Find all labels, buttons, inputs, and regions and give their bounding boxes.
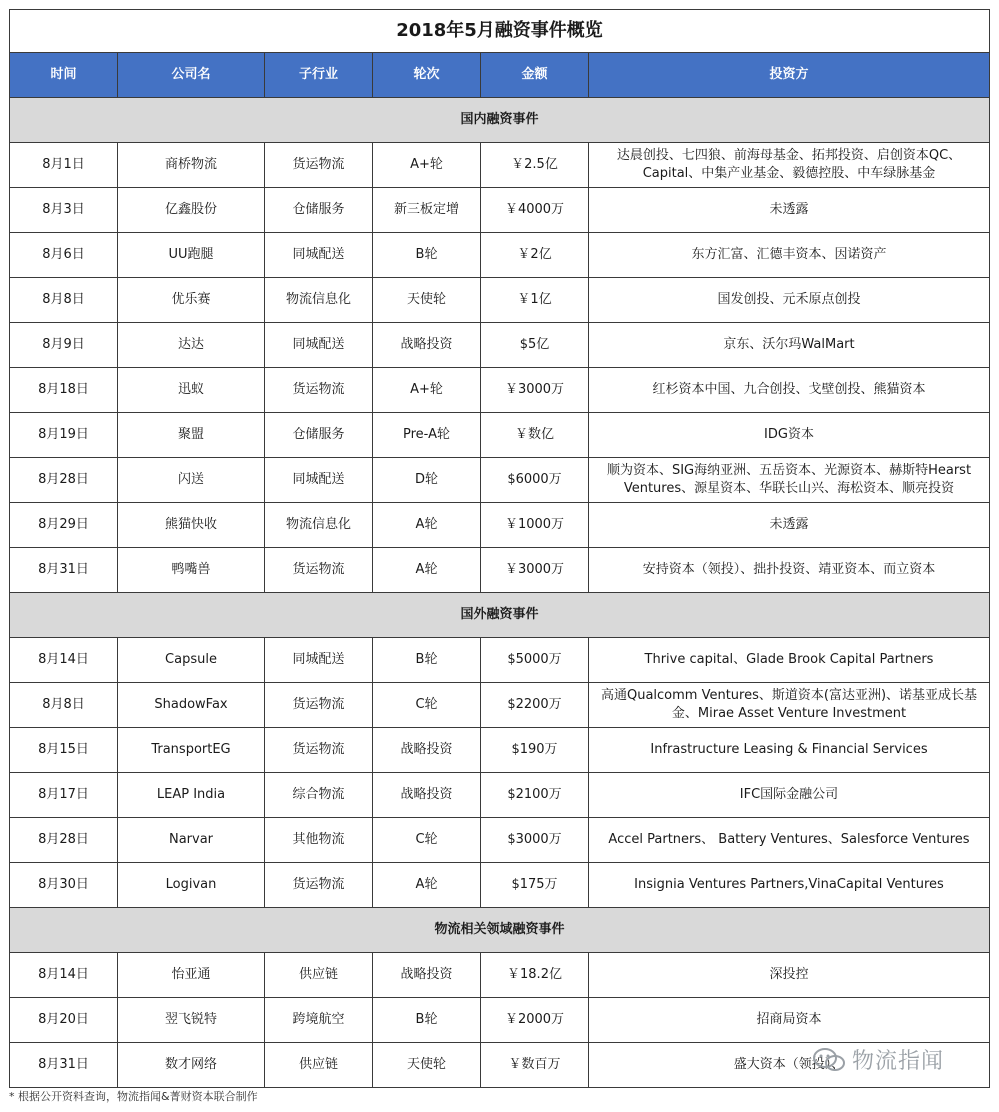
header-row [10, 53, 990, 98]
section-row [10, 908, 990, 953]
amount-cell: $6000万 [481, 458, 589, 503]
table-row [10, 728, 990, 773]
company-cell: TransportEG [118, 728, 265, 773]
time-cell: 8月19日 [10, 413, 118, 458]
time-cell: 8月15日 [10, 728, 118, 773]
table-row [10, 323, 990, 368]
section-title: 国内融资事件 [10, 98, 990, 143]
investors-cell: Accel Partners、 Battery Ventures、Salesforce Ventures [589, 818, 990, 863]
subindustry-cell: 同城配送 [265, 323, 373, 368]
investors-cell: 京东、沃尔玛WalMart [589, 323, 990, 368]
round-cell: A轮 [373, 548, 481, 593]
investors-cell: 顺为资本、SIG海纳亚洲、五岳资本、光源资本、赫斯特Hearst Ventures、源星资本、华联长山兴、海松资本、顺亮投资 [589, 458, 990, 503]
table-row [10, 683, 990, 728]
amount-cell: $2200万 [481, 683, 589, 728]
subindustry-cell: 其他物流 [265, 818, 373, 863]
company-cell: ShadowFax [118, 683, 265, 728]
round-cell: D轮 [373, 458, 481, 503]
header-round: 轮次 [373, 53, 481, 98]
amount-cell: ￥3000万 [481, 368, 589, 413]
company-cell: LEAP India [118, 773, 265, 818]
time-cell: 8月9日 [10, 323, 118, 368]
time-cell: 8月28日 [10, 458, 118, 503]
investors-cell: 国发创投、元禾原点创投 [589, 278, 990, 323]
header-time: 时间 [10, 53, 118, 98]
round-cell: B轮 [373, 638, 481, 683]
amount-cell: ￥2000万 [481, 998, 589, 1043]
table-body [10, 98, 990, 1088]
investors-cell: Insignia Ventures Partners,VinaCapital Ventures [589, 863, 990, 908]
subindustry-cell: 同城配送 [265, 458, 373, 503]
header-investors: 投资方 [589, 53, 990, 98]
table-row [10, 143, 990, 188]
table-row [10, 278, 990, 323]
subindustry-cell: 货运物流 [265, 863, 373, 908]
table-row [10, 863, 990, 908]
amount-cell: $2100万 [481, 773, 589, 818]
time-cell: 8月6日 [10, 233, 118, 278]
amount-cell: $175万 [481, 863, 589, 908]
investors-cell: 盛大资本（领投）、 [589, 1043, 990, 1088]
round-cell: 新三板定增 [373, 188, 481, 233]
round-cell: B轮 [373, 998, 481, 1043]
section-row [10, 593, 990, 638]
subindustry-cell: 物流信息化 [265, 503, 373, 548]
header-subindustry: 子行业 [265, 53, 373, 98]
round-cell: 战略投资 [373, 323, 481, 368]
table-row [10, 638, 990, 683]
table-row [10, 503, 990, 548]
round-cell: 战略投资 [373, 728, 481, 773]
time-cell: 8月29日 [10, 503, 118, 548]
time-cell: 8月28日 [10, 818, 118, 863]
round-cell: A轮 [373, 503, 481, 548]
table-title: 2018年5月融资事件概览 [10, 10, 990, 53]
wechat-icon [812, 1046, 846, 1074]
company-cell: 熊猫快收 [118, 503, 265, 548]
amount-cell: $3000万 [481, 818, 589, 863]
table-row [10, 818, 990, 863]
investors-cell: 红杉资本中国、九合创投、戈壁创投、熊猫资本 [589, 368, 990, 413]
round-cell: 战略投资 [373, 773, 481, 818]
subindustry-cell: 货运物流 [265, 143, 373, 188]
round-cell: C轮 [373, 818, 481, 863]
amount-cell: ￥18.2亿 [481, 953, 589, 998]
subindustry-cell: 供应链 [265, 1043, 373, 1088]
table-row [10, 773, 990, 818]
investors-cell: 招商局资本 [589, 998, 990, 1043]
amount-cell: $5000万 [481, 638, 589, 683]
round-cell: B轮 [373, 233, 481, 278]
amount-cell: ￥3000万 [481, 548, 589, 593]
table-row [10, 368, 990, 413]
investors-cell: 未透露 [589, 188, 990, 233]
amount-cell: $190万 [481, 728, 589, 773]
subindustry-cell: 仓储服务 [265, 188, 373, 233]
amount-cell: ￥1000万 [481, 503, 589, 548]
header-company: 公司名 [118, 53, 265, 98]
section-title: 物流相关领域融资事件 [10, 908, 990, 953]
company-cell: 怡亚通 [118, 953, 265, 998]
company-cell: UU跑腿 [118, 233, 265, 278]
time-cell: 8月31日 [10, 1043, 118, 1088]
investors-cell: IDG资本 [589, 413, 990, 458]
investors-cell: 深投控 [589, 953, 990, 998]
round-cell: Pre-A轮 [373, 413, 481, 458]
table-row [10, 413, 990, 458]
watermark [812, 1044, 944, 1075]
round-cell: 天使轮 [373, 278, 481, 323]
time-cell: 8月20日 [10, 998, 118, 1043]
time-cell: 8月1日 [10, 143, 118, 188]
time-cell: 8月8日 [10, 278, 118, 323]
investors-cell: Infrastructure Leasing & Financial Services [589, 728, 990, 773]
subindustry-cell: 货运物流 [265, 728, 373, 773]
company-cell: 数才网络 [118, 1043, 265, 1088]
title-row [10, 10, 990, 53]
round-cell: 天使轮 [373, 1043, 481, 1088]
investors-cell: 安持资本（领投）、拙扑投资、靖亚资本、而立资本 [589, 548, 990, 593]
table-row [10, 458, 990, 503]
investors-cell: 高通Qualcomm Ventures、斯道资本(富达亚洲)、诺基亚成长基金、Mirae Asset Venture Investment [589, 683, 990, 728]
amount-cell: ￥2.5亿 [481, 143, 589, 188]
investors-cell: 东方汇富、汇德丰资本、因诺资产 [589, 233, 990, 278]
header-amount: 金额 [481, 53, 589, 98]
company-cell: Logivan [118, 863, 265, 908]
company-cell: 鸭嘴兽 [118, 548, 265, 593]
investors-cell: IFC国际金融公司 [589, 773, 990, 818]
company-cell: 聚盟 [118, 413, 265, 458]
subindustry-cell: 同城配送 [265, 638, 373, 683]
investors-cell: 达晨创投、七四狼、前海母基金、拓邦投资、启创资本QC、Capital、中集产业基金、毅德控股、中车绿脉基金 [589, 143, 990, 188]
company-cell: 优乐赛 [118, 278, 265, 323]
amount-cell: ￥数百万 [481, 1043, 589, 1088]
round-cell: A+轮 [373, 368, 481, 413]
table-container [9, 9, 989, 1088]
company-cell: 闪送 [118, 458, 265, 503]
subindustry-cell: 同城配送 [265, 233, 373, 278]
round-cell: A+轮 [373, 143, 481, 188]
time-cell: 8月3日 [10, 188, 118, 233]
time-cell: 8月14日 [10, 953, 118, 998]
company-cell: 达达 [118, 323, 265, 368]
subindustry-cell: 综合物流 [265, 773, 373, 818]
investors-cell: Thrive capital、Glade Brook Capital Partners [589, 638, 990, 683]
round-cell: 战略投资 [373, 953, 481, 998]
section-title: 国外融资事件 [10, 593, 990, 638]
watermark-text: 物流指闻 [852, 1049, 945, 1074]
time-cell: 8月18日 [10, 368, 118, 413]
subindustry-cell: 货运物流 [265, 683, 373, 728]
table-row [10, 998, 990, 1043]
subindustry-cell: 货运物流 [265, 368, 373, 413]
section-row [10, 98, 990, 143]
table-row [10, 953, 990, 998]
investors-cell: 未透露 [589, 503, 990, 548]
time-cell: 8月30日 [10, 863, 118, 908]
company-cell: 翌飞锐特 [118, 998, 265, 1043]
time-cell: 8月14日 [10, 638, 118, 683]
time-cell: 8月17日 [10, 773, 118, 818]
amount-cell: ￥2亿 [481, 233, 589, 278]
subindustry-cell: 跨境航空 [265, 998, 373, 1043]
financing-table [9, 9, 990, 1088]
subindustry-cell: 物流信息化 [265, 278, 373, 323]
company-cell: 商桥物流 [118, 143, 265, 188]
amount-cell: ￥数亿 [481, 413, 589, 458]
round-cell: C轮 [373, 683, 481, 728]
amount-cell: ￥4000万 [481, 188, 589, 233]
company-cell: 迅蚁 [118, 368, 265, 413]
table-row [10, 188, 990, 233]
amount-cell: $5亿 [481, 323, 589, 368]
time-cell: 8月8日 [10, 683, 118, 728]
round-cell: A轮 [373, 863, 481, 908]
subindustry-cell: 供应链 [265, 953, 373, 998]
subindustry-cell: 仓储服务 [265, 413, 373, 458]
table-row [10, 233, 990, 278]
time-cell: 8月31日 [10, 548, 118, 593]
company-cell: Narvar [118, 818, 265, 863]
company-cell: 亿鑫股份 [118, 188, 265, 233]
company-cell: Capsule [118, 638, 265, 683]
table-row [10, 548, 990, 593]
footnote: * 根据公开资料查询，物流指闻&菁财资本联合制作 [9, 1090, 258, 1103]
amount-cell: ￥1亿 [481, 278, 589, 323]
subindustry-cell: 货运物流 [265, 548, 373, 593]
